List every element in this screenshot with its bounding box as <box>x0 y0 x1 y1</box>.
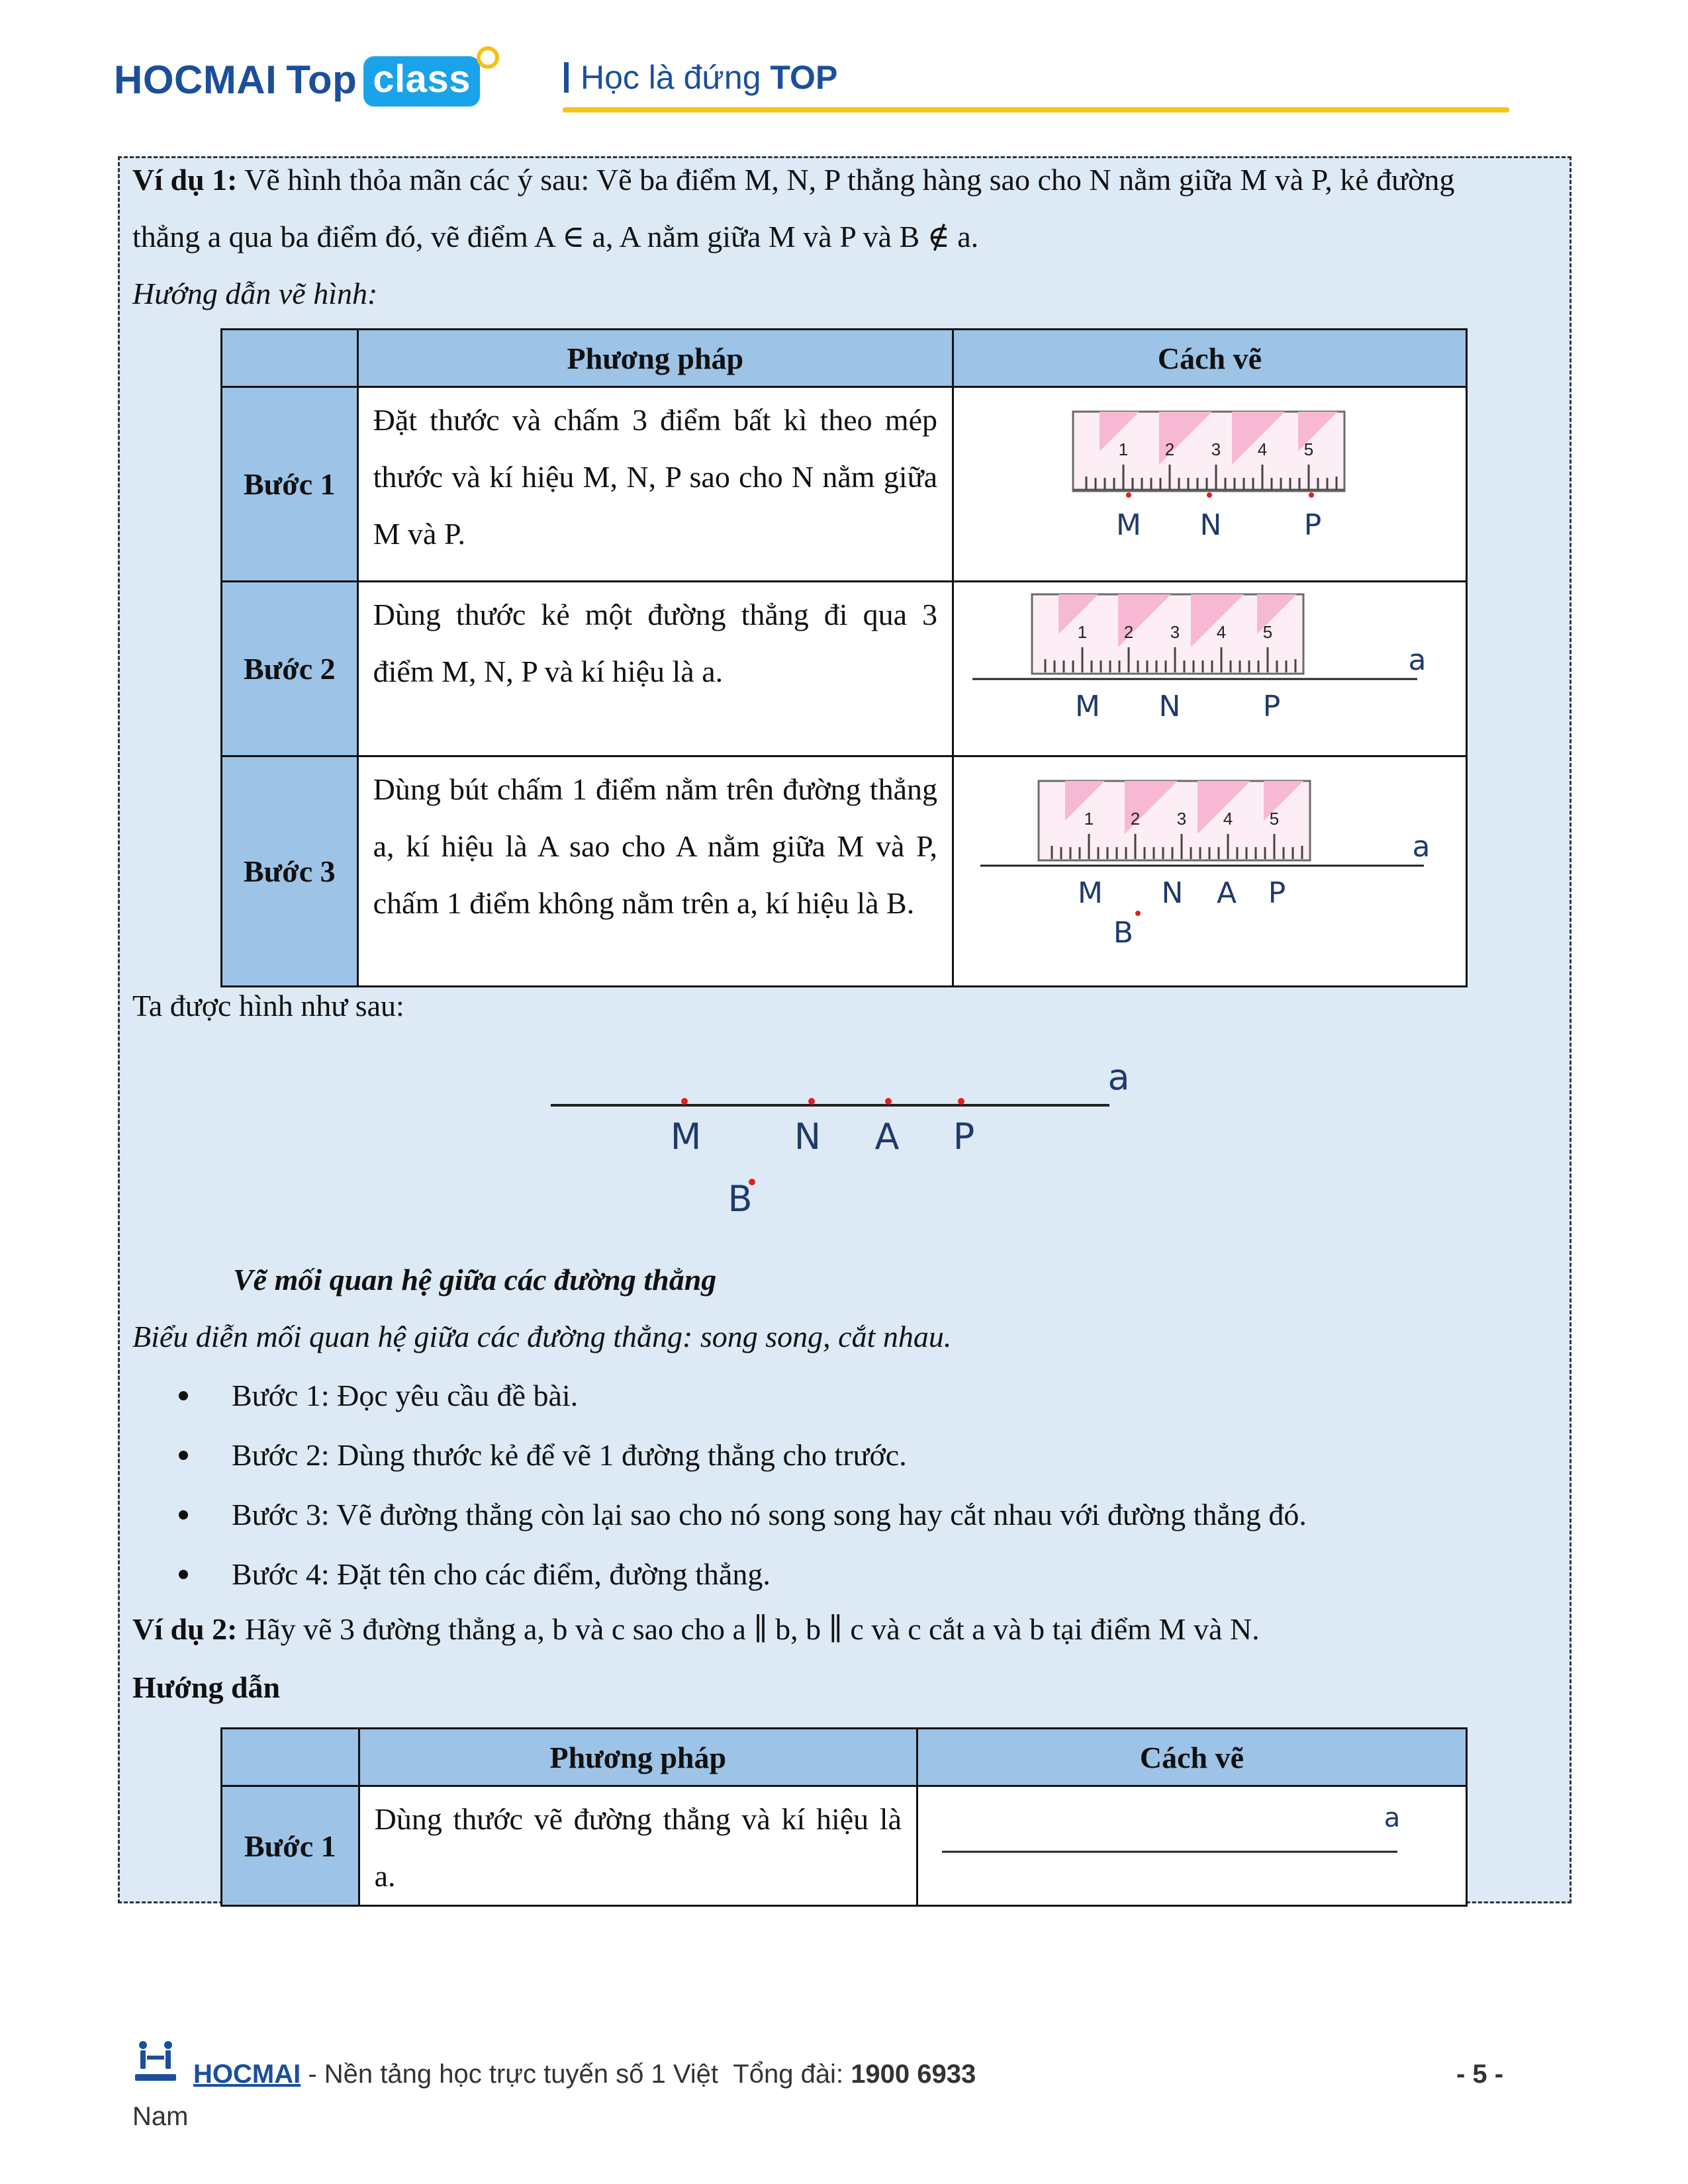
point-N <box>1207 492 1212 498</box>
label-M: M <box>1116 508 1141 542</box>
label-P: P <box>1268 876 1286 910</box>
ruler-number: 4 <box>1216 622 1227 642</box>
steps-list <box>179 1366 1307 1604</box>
step-2-method: Dùng thước kẻ một đường thẳng đi qua 3 điểm M, N, P và kí hiệu là a. <box>357 582 953 756</box>
point-M <box>1126 492 1131 498</box>
brand-class: class <box>363 56 480 107</box>
line-figure <box>918 1787 1464 1901</box>
step-1-method: Dùng thước vẽ đường thẳng và kí hiệu là a. <box>359 1786 917 1906</box>
footer-brand-link[interactable]: HOCMAI <box>193 2060 301 2089</box>
step-3-label: Bước 3 <box>222 756 358 987</box>
hotline-number: 1900 6933 <box>851 2060 976 2089</box>
step-1-drawing <box>953 387 1467 582</box>
step-2-drawing <box>953 582 1467 756</box>
example2-line <box>132 1600 1260 1659</box>
section-title: Vẽ mối quan hệ giữa các đường thẳng <box>233 1263 717 1297</box>
label-B: B <box>727 1178 753 1220</box>
ruler-number: 1 <box>1077 622 1088 642</box>
table-header-row <box>222 1729 1467 1786</box>
header-underline <box>563 107 1509 113</box>
result-text: Ta được hình như sau: <box>132 989 404 1023</box>
hotline-label: Tổng đài: <box>733 2060 844 2089</box>
ruler-figure-1 <box>954 388 1464 577</box>
ruler-number: 5 <box>1262 622 1273 642</box>
ruler-number: 2 <box>1130 809 1141 829</box>
hocmai-logo-icon <box>132 2038 179 2085</box>
example1-label: Ví dụ 1: <box>132 163 238 197</box>
label-P: P <box>1303 508 1322 542</box>
table-row <box>222 387 1467 582</box>
section-subtitle: Biểu diễn mối quan hệ giữa các đường thẳng: song song, cắt nhau. <box>132 1320 952 1353</box>
table-corner <box>222 1729 359 1786</box>
ruler-number: 5 <box>1303 439 1314 459</box>
ruler-figure-2 <box>954 582 1464 752</box>
list-item: Bước 1: Đọc yêu cầu đề bài. <box>179 1366 1307 1426</box>
list-item: Bước 3: Vẽ đường thẳng còn lại sao cho nó song song hay cắt nhau với đường thẳng đó. <box>179 1485 1307 1545</box>
col-draw-header: Cách vẽ <box>917 1729 1467 1786</box>
label-B: B <box>1113 916 1134 950</box>
slogan <box>564 58 837 97</box>
ruler-number: 1 <box>1118 439 1129 459</box>
step-1-label: Bước 1 <box>222 1786 359 1906</box>
point-A <box>885 1098 892 1105</box>
brand-main: HOCMAI <box>114 58 277 102</box>
step-1-label: Bước 1 <box>222 387 358 582</box>
ruler-number: 3 <box>1170 622 1180 642</box>
ruler-figure-3 <box>954 757 1464 982</box>
ruler-number: 4 <box>1223 809 1233 829</box>
table-corner <box>222 330 358 387</box>
table-row <box>222 1786 1467 1906</box>
example1-guide: Hướng dẫn vẽ hình: <box>132 277 378 310</box>
col-method-header: Phương pháp <box>359 1729 917 1786</box>
footer-wrap: Nam <box>132 2102 189 2131</box>
ruler-number: 3 <box>1176 809 1187 829</box>
example2-label: Ví dụ 2: <box>132 1612 238 1646</box>
step-2-label: Bước 2 <box>222 582 358 756</box>
step-3-method: Dùng bút chấm 1 điểm nằm trên đường thẳng a, kí hiệu là A sao cho A nằm giữa M và P, chấm 1 điểm không nằm trên a, kí hiệu là B. <box>357 756 953 987</box>
ruler-number: 3 <box>1211 439 1221 459</box>
col-method-header: Phương pháp <box>357 330 953 387</box>
label-N: N <box>1161 876 1184 910</box>
step-1-drawing <box>917 1786 1467 1906</box>
example1-line1 <box>132 151 1454 209</box>
result-figure <box>543 1052 1152 1238</box>
label-a: a <box>1412 830 1430 864</box>
label-N: N <box>1199 508 1222 542</box>
example1-line2: thẳng a qua ba điểm đó, vẽ điểm A ∈ a, A nằm giữa M và P và B ∉ a. <box>132 220 979 253</box>
label-P: P <box>1262 690 1281 723</box>
example1-text1: Vẽ hình thỏa mãn các ý sau: Vẽ ba điểm M, N, P thẳng hàng sao cho N nằm giữa M và P, kẻ đường <box>244 163 1455 197</box>
brand-top: Top <box>286 58 357 102</box>
slogan-bar <box>564 62 569 93</box>
label-A: A <box>1216 876 1237 910</box>
ruler-number: 1 <box>1084 809 1094 829</box>
point-P <box>1309 492 1314 498</box>
example1-table <box>220 328 1468 987</box>
point-N <box>808 1098 815 1105</box>
label-M: M <box>1078 876 1103 910</box>
brand-logo <box>114 57 480 108</box>
label-a: a <box>1383 1803 1401 1833</box>
ruler-number: 2 <box>1123 622 1134 642</box>
ruler-number: 5 <box>1269 809 1280 829</box>
point-M <box>681 1098 688 1105</box>
page-number: - 5 - <box>1456 2060 1504 2089</box>
step-1-method: Đặt thước và chấm 3 điểm bất kì theo mép thước và kí hiệu M, N, P sao cho N nằm giữa M và P. <box>357 387 953 582</box>
label-A: A <box>874 1116 900 1158</box>
label-a: a <box>1408 643 1427 677</box>
label-N: N <box>1158 690 1181 723</box>
footer-line <box>193 2060 976 2089</box>
example2-text: Hãy vẽ 3 đường thẳng a, b và c sao cho a ∥ b, b ∥ c và c cắt a và b tại điểm M và N. <box>244 1612 1260 1646</box>
footer-text: - Nền tảng học trực tuyến số 1 Việt <box>301 2060 719 2089</box>
ruler-number: 4 <box>1257 439 1268 459</box>
label-N: N <box>794 1116 821 1158</box>
ruler-number: 2 <box>1164 439 1175 459</box>
sun-icon <box>477 46 499 69</box>
point-P <box>958 1098 964 1105</box>
example2-table <box>220 1727 1468 1907</box>
table-header-row <box>222 330 1467 387</box>
label-P: P <box>953 1116 975 1158</box>
point-B <box>1135 911 1141 916</box>
label-a: a <box>1107 1056 1130 1098</box>
example2-guide: Hướng dẫn <box>132 1670 281 1704</box>
list-item: Bước 4: Đặt tên cho các điểm, đường thẳng. <box>179 1545 1307 1604</box>
label-M: M <box>670 1116 702 1158</box>
slogan-bold: TOP <box>770 59 838 96</box>
step-3-drawing <box>953 756 1467 987</box>
list-item: Bước 2: Dùng thước kẻ để vẽ 1 đường thẳng cho trước. <box>179 1426 1307 1485</box>
slogan-prefix: Học là đứng <box>581 59 761 96</box>
label-M: M <box>1075 690 1100 723</box>
col-draw-header: Cách vẽ <box>953 330 1467 387</box>
table-row <box>222 756 1467 987</box>
table-row <box>222 582 1467 756</box>
